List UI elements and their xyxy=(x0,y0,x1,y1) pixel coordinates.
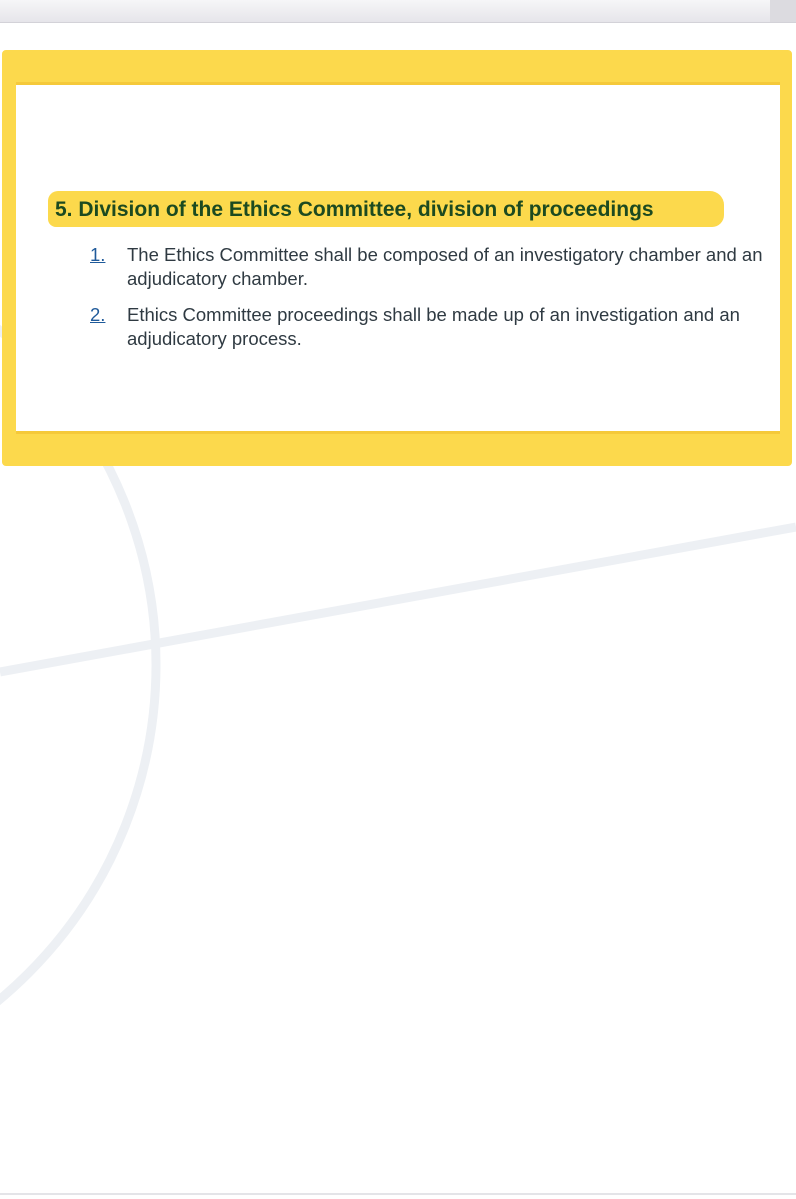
watermark-line xyxy=(0,527,796,672)
section-heading: 5. Division of the Ethics Committee, division of proceedings xyxy=(55,198,654,221)
clause-item xyxy=(90,303,780,351)
clause-text: The Ethics Committee shall be composed of an investigatory chamber and an adjudicatory chamber. xyxy=(127,244,763,289)
clause-item xyxy=(90,243,780,291)
clause-number-link[interactable]: 1. xyxy=(90,244,106,265)
clause-text: Ethics Committee proceedings shall be made up of an investigation and an adjudicatory process. xyxy=(127,304,740,349)
page-bottom-rule xyxy=(0,1193,796,1195)
clause-number-link[interactable]: 2. xyxy=(90,304,106,325)
